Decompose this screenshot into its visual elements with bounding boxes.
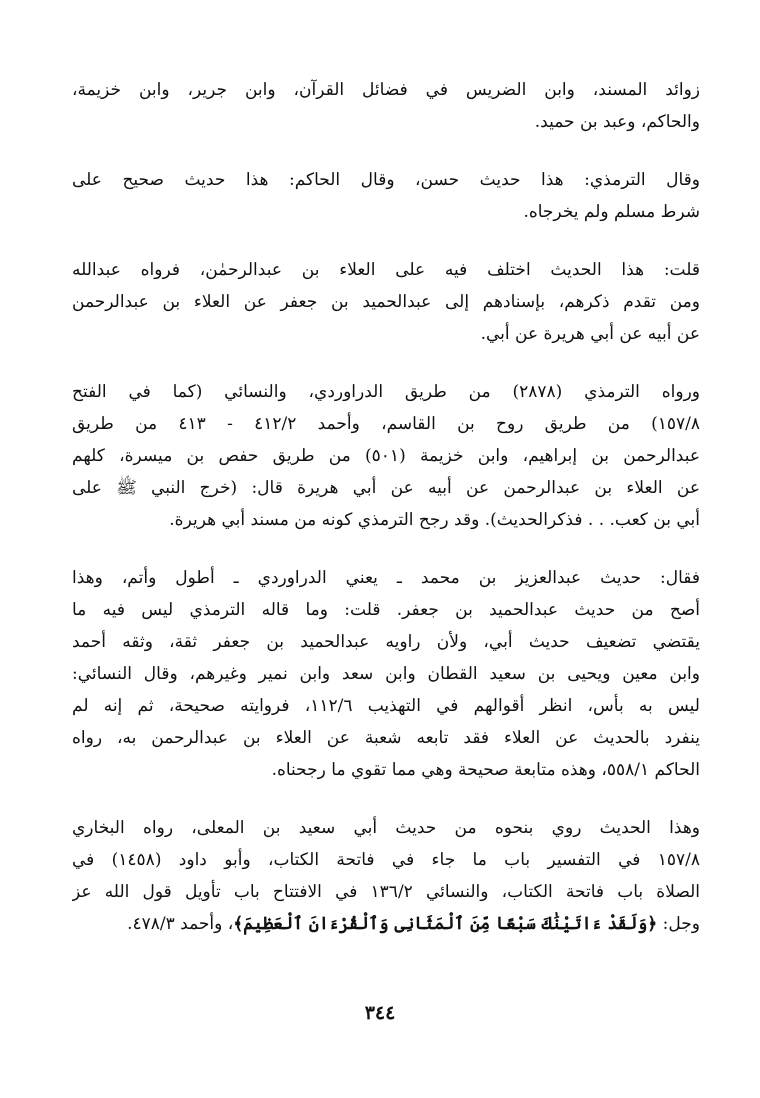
paragraph-tarjih	[72, 562, 700, 786]
text-line: والحاكم، وعبد بن حميد.	[534, 112, 700, 132]
text-line: شرط مسلم ولم يخرجاه.	[523, 202, 700, 222]
text-line: عن أبيه عن أبي هريرة عن أبي.	[480, 324, 700, 344]
text-line: ١٥٧/٨) من طريق روح بن القاسم، وأحمد ٤١٢/٢ - ٤١٣ من طريق	[72, 414, 700, 434]
text-line: قلت: هذا الحديث اختلف فيه على العلاء بن عبدالرحمٰن، فرواه عبدالله	[72, 260, 700, 280]
text-line: ومن تقدم ذكرهم، بإسنادهم إلى عبدالحميد بن جعفر عن العلاء بن عبدالرحمن	[72, 292, 700, 312]
line-lead: وجل:	[657, 914, 700, 934]
page-number: ٣٤٤	[364, 1002, 396, 1024]
paragraph-tirmidhi-grading	[72, 164, 700, 228]
text-line: وابن معين ويحيى بن سعيد القطان وابن سعد وابن نمير وغيرهم، وقال النسائي:	[72, 664, 700, 684]
quran-verse: ﴿وَلَقَدْ ءَاتَيْنَٰكَ سَبْعًا مِّنَ ٱلْمَثَانِى وَٱلْقُرْءَانَ ٱلْعَظِيمَ﴾	[233, 914, 658, 934]
line-tail: ، وأحمد ٤٧٨/٣.	[127, 914, 234, 934]
text-line: يقتضي تضعيف حديث أبي، ولأن راويه عبدالحميد بن جعفر ثقة، وثقه أحمد	[72, 632, 700, 652]
text-line: أصح من حديث عبدالحميد بن جعفر. قلت: وما قاله الترمذي ليس فيه ما	[72, 600, 700, 620]
text-line: ليس به بأس، انظر أقوالهم في التهذيب ١١٢/٦، فروايته صحيحة، ثم إنه لم	[72, 696, 700, 716]
text-line: وقال الترمذي: هذا حديث حسن، وقال الحاكم: هذا حديث صحيح على	[72, 170, 700, 190]
text-line	[72, 908, 700, 940]
paragraph-abu-said	[72, 812, 700, 940]
paragraph-ikhtilaf	[72, 254, 700, 350]
text-line: عن العلاء بن عبدالرحمن عن أبيه عن أبي هريرة قال: (خرج النبي ﷺ على	[72, 478, 700, 498]
text-line: فقال: حديث عبدالعزيز بن محمد ـ يعني الدراوردي ـ أطول وأتم، وهذا	[72, 568, 700, 588]
text-line: ينفرد بالحديث عن العلاء فقد تابعه شعبة عن العلاء بن عبدالرحمن به، رواه	[72, 728, 700, 748]
text-line: ورواه الترمذي (٢٨٧٨) من طريق الدراوردي، والنسائي (كما في الفتح	[72, 382, 700, 402]
text-line: الصلاة باب فاتحة الكتاب، والنسائي ١٣٦/٢ في الافتتاح باب تأويل قول الله عز	[72, 882, 700, 902]
text-line: وهذا الحديث روي بنحوه من حديث أبي سعيد بن المعلى، رواه البخاري	[72, 818, 700, 838]
text-line: زوائد المسند، وابن الضريس في فضائل القرآن، وابن جرير، وابن خزيمة،	[72, 80, 700, 100]
paragraph-sources	[72, 74, 700, 138]
text-line: الحاكم ٥٥٨/١، وهذه متابعة صحيحة وهي مما تقوي ما رجحناه.	[271, 760, 700, 780]
text-line: عبدالرحمن بن إبراهيم، وابن خزيمة (٥٠١) من طريق حفص بن ميسرة، كلهم	[72, 446, 700, 466]
text-line: أبي بن كعب. . . فذكرالحديث). وقد رجح الترمذي كونه من مسند أبي هريرة.	[169, 510, 700, 530]
text-line: ١٥٧/٨ في التفسير باب ما جاء في فاتحة الكتاب، وأبو داود (١٤٥٨) في	[72, 850, 700, 870]
document-page	[72, 74, 700, 966]
paragraph-tirmidhi-riwaya	[72, 376, 700, 536]
